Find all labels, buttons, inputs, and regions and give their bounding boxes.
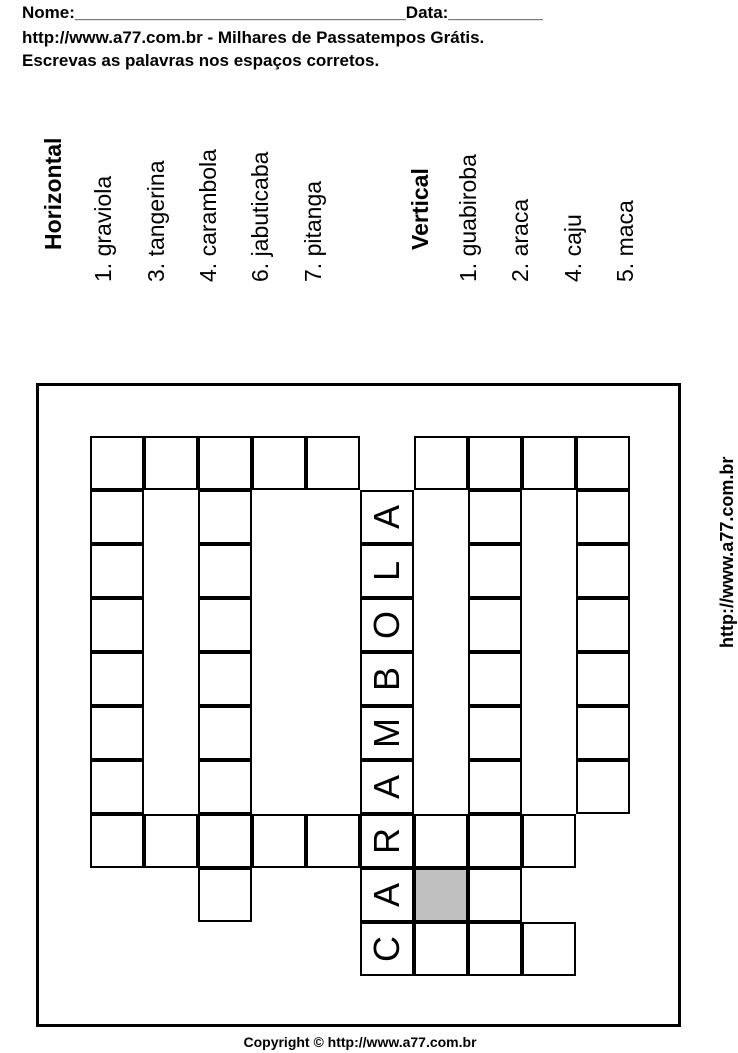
- letter-cell[interactable]: [360, 652, 414, 706]
- grid-cell[interactable]: [90, 436, 144, 490]
- vertical-clues-title: Vertical: [407, 168, 433, 250]
- vertical-clue: 4. caju: [560, 214, 586, 282]
- grid-cell[interactable]: [198, 706, 252, 760]
- grid-cell[interactable]: [198, 544, 252, 598]
- grid-cell[interactable]: [198, 436, 252, 490]
- cell-letter: M: [366, 718, 407, 748]
- horizontal-clue: 6. jabuticaba: [247, 151, 273, 282]
- letter-cell[interactable]: [360, 490, 414, 544]
- grid-cell[interactable]: [90, 652, 144, 706]
- grid-cell[interactable]: [144, 814, 198, 868]
- grid-cell[interactable]: [90, 760, 144, 814]
- instructions: Escrevas as palavras nos espaços corretos.: [22, 51, 380, 70]
- grid-cell[interactable]: [90, 490, 144, 544]
- letter-cell[interactable]: [360, 760, 414, 814]
- grid-cell[interactable]: [468, 868, 522, 922]
- grid-cell[interactable]: [198, 652, 252, 706]
- grid-cell[interactable]: [468, 436, 522, 490]
- cell-letter: R: [366, 828, 407, 854]
- grid-cell[interactable]: [576, 436, 630, 490]
- name-date-line: Nome:___________________________________Data:__________: [22, 3, 543, 22]
- grid-cell[interactable]: [576, 652, 630, 706]
- grid-cell[interactable]: [576, 598, 630, 652]
- grid-cell[interactable]: [90, 706, 144, 760]
- grid-cell[interactable]: [468, 814, 522, 868]
- grid-cell[interactable]: [468, 922, 522, 976]
- grid-cell[interactable]: [576, 760, 630, 814]
- grid-cell[interactable]: [468, 760, 522, 814]
- grid-cell[interactable]: [306, 814, 360, 868]
- grid-cell[interactable]: [576, 544, 630, 598]
- grid-cell[interactable]: [306, 436, 360, 490]
- cell-letter: B: [366, 666, 407, 692]
- cell-letter: A: [366, 882, 407, 908]
- grid-cell[interactable]: [414, 814, 468, 868]
- grid-cell[interactable]: [576, 490, 630, 544]
- horizontal-clue: 7. pitanga: [300, 180, 326, 282]
- horizontal-clue: 1. graviola: [90, 175, 116, 282]
- grid-cell[interactable]: [468, 598, 522, 652]
- cell-letter: A: [366, 504, 407, 530]
- grid-cell[interactable]: [468, 652, 522, 706]
- horizontal-clue: 4. carambola: [195, 149, 221, 282]
- vertical-clue: 5. maca: [612, 200, 638, 282]
- grid-cell[interactable]: [468, 706, 522, 760]
- grid-cell[interactable]: [414, 922, 468, 976]
- grid-cell[interactable]: [252, 814, 306, 868]
- grid-cell[interactable]: [198, 760, 252, 814]
- grid-cell[interactable]: [576, 706, 630, 760]
- grid-cell[interactable]: [252, 436, 306, 490]
- letter-cell[interactable]: [360, 868, 414, 922]
- grid-cell[interactable]: [414, 436, 468, 490]
- grid-cell[interactable]: [198, 598, 252, 652]
- grid-cell[interactable]: [522, 436, 576, 490]
- grid-cell[interactable]: [144, 436, 198, 490]
- vertical-clue: 1. guabiroba: [455, 154, 481, 282]
- site-subtitle: http://www.a77.com.br - Milhares de Passatempos Grátis.: [22, 28, 485, 47]
- grid-cell[interactable]: [468, 490, 522, 544]
- cell-letter: L: [366, 560, 407, 582]
- letter-cell[interactable]: [360, 544, 414, 598]
- grid-cell[interactable]: [522, 814, 576, 868]
- horizontal-clue: 3. tangerina: [143, 160, 169, 282]
- grid-cell[interactable]: [90, 598, 144, 652]
- horizontal-clues-title: Horizontal: [40, 137, 66, 250]
- grid-cell[interactable]: [468, 544, 522, 598]
- grid-cell[interactable]: [90, 544, 144, 598]
- letter-cell[interactable]: [360, 814, 414, 868]
- shaded-cell[interactable]: [414, 868, 468, 922]
- letter-cell[interactable]: [360, 598, 414, 652]
- grid-cell[interactable]: [198, 868, 252, 922]
- grid-cell[interactable]: [90, 814, 144, 868]
- grid-cell[interactable]: [198, 490, 252, 544]
- cell-letter: O: [366, 610, 407, 640]
- grid-cell[interactable]: [522, 922, 576, 976]
- side-url: http://www.a77.com.br: [717, 456, 737, 648]
- cell-letter: C: [366, 936, 407, 962]
- cell-letter: A: [366, 774, 407, 800]
- grid-cell[interactable]: [198, 814, 252, 868]
- copyright-footer: Copyright © http://www.a77.com.br: [243, 1034, 477, 1050]
- vertical-clue: 2. araca: [507, 198, 533, 282]
- letter-cell[interactable]: [360, 706, 414, 760]
- letter-cell[interactable]: [360, 922, 414, 976]
